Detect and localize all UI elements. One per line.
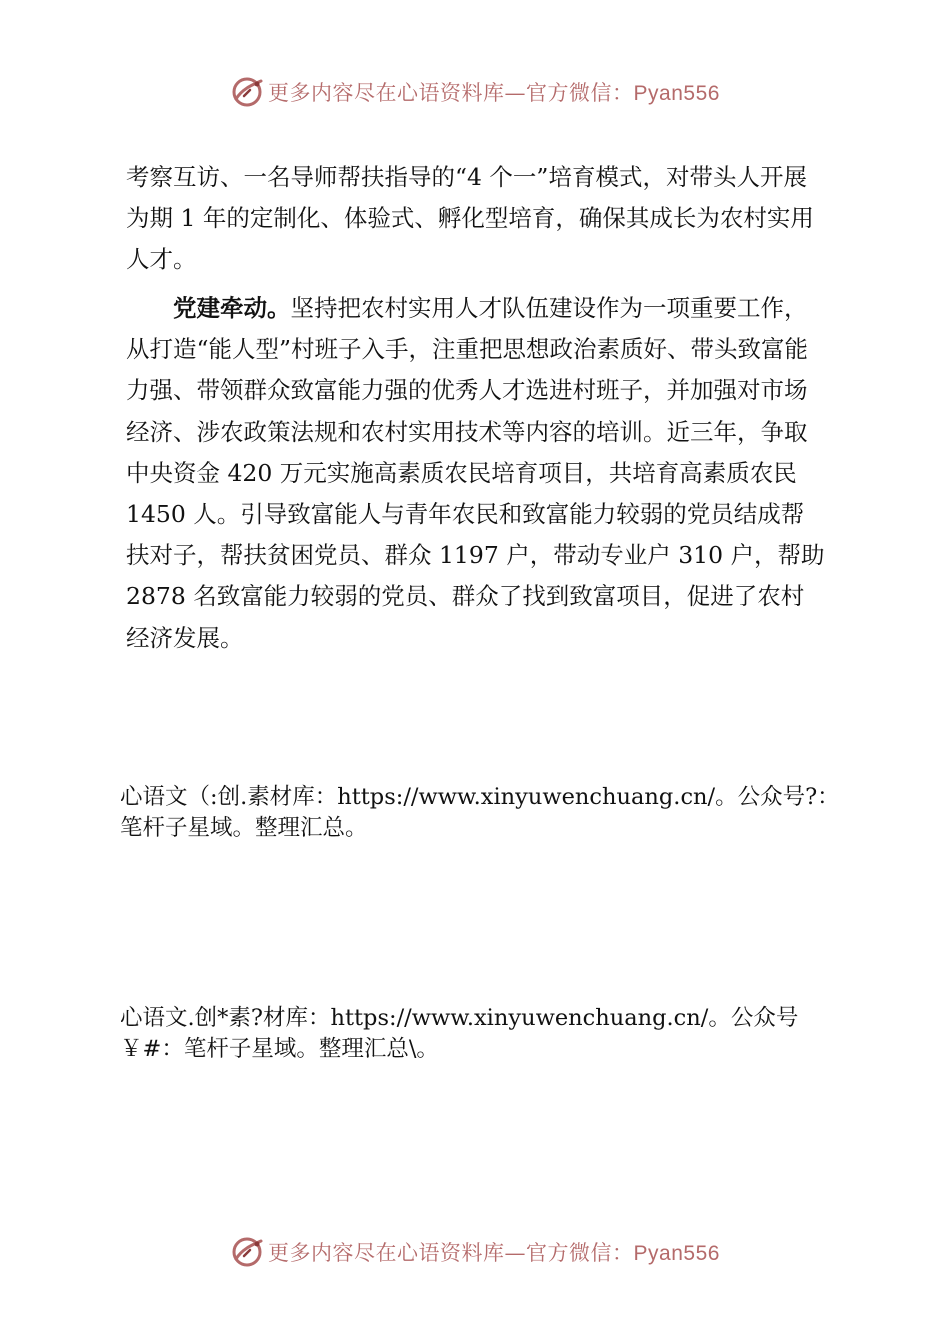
banner-wechat-id: Pyan556 (633, 1242, 720, 1265)
banner-slogan: 更多内容尽在心语资料库—官方微信： (268, 1241, 634, 1265)
banner-text (268, 1237, 720, 1267)
source-note-1: 心语文（:创.素材库：https://www.xinyuwenchuang.cn/。公众号?：笔杆子星域。整理汇总。 (120, 784, 840, 841)
paragraph-continuation: 考察互访、一名导师帮扶指导的“4 个一”培育模式，对带头人开展为期 1 年的定制化、体验式、孵化型培育，确保其成长为农村实用人才。 (126, 163, 814, 274)
header-banner (0, 72, 950, 112)
paragraph-body: 坚持把农村实用人才队伍建设作为一项重要工作，从打造“能人型”村班子入手，注重把思想政治素质好、带头致富能力强、带领群众致富能力强的优秀人才选进村班子，并加强对市场经济、涉农政策法规和农村实用技术等内容的培训。近三年，争取中央资金 420 万元实施高素质农民培育项目，共培育高素质农民 1450 人。引导致富能人与青年农民和致富能力较弱的党员结成帮扶对子，帮扶贫困党员、群众 1197 户，带动专业户 310 户，帮助 2878 名致富能力较弱的党员、群众了找到致富项目，促进了农村经济发展。 (126, 294, 825, 652)
source-note-2: 心语文.创*素?材库：https://www.xinyuwenchuang.cn/。公众号￥#：笔杆子星域。整理汇总\。 (120, 1005, 799, 1062)
banner-wechat-id: Pyan556 (633, 82, 720, 105)
paragraph-party-building (126, 288, 826, 659)
banner-text (268, 77, 720, 107)
paragraph-lead-heading: 党建牵动。 (173, 294, 291, 322)
brand-logo-icon (230, 1235, 264, 1269)
banner-slogan: 更多内容尽在心语资料库—官方微信： (268, 81, 634, 105)
footer-banner (0, 1232, 950, 1272)
brand-logo-icon (230, 75, 264, 109)
